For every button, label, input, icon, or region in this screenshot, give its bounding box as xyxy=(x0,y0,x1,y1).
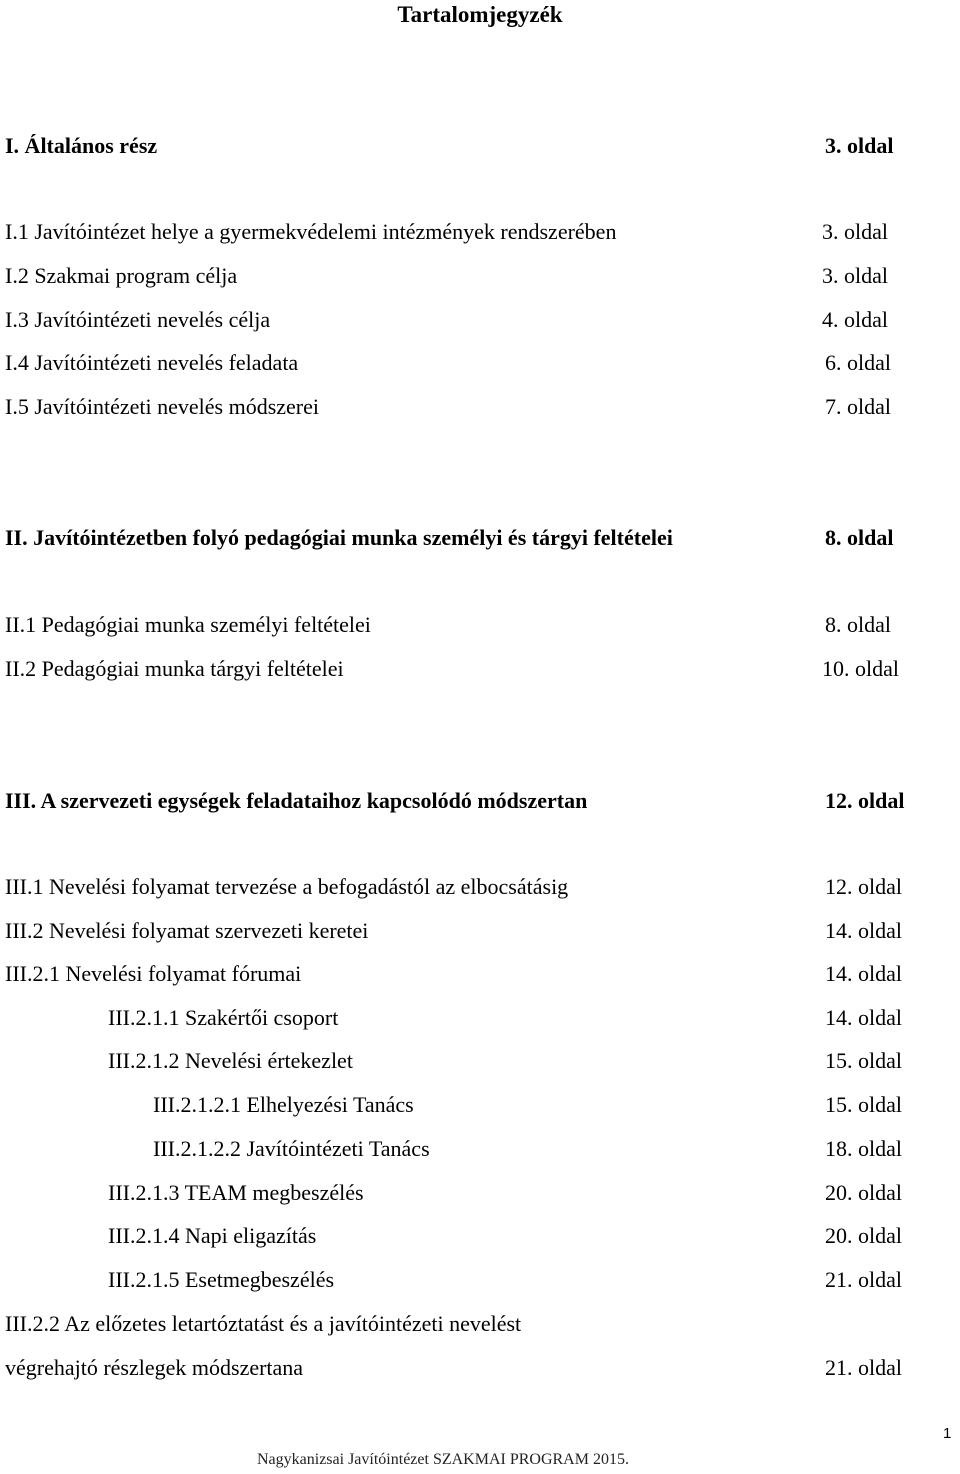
toc-entry-section-2[interactable] xyxy=(0,523,960,553)
toc-entry-2-2[interactable] xyxy=(0,654,960,684)
toc-entry-2-1[interactable] xyxy=(0,610,960,640)
toc-entry-label: I.4 Javítóintézeti nevelés feladata xyxy=(5,350,299,375)
toc-entry-1-4[interactable] xyxy=(0,348,960,378)
toc-entry-page: 4. oldal xyxy=(822,307,888,332)
toc-entry-label: I.1 Javítóintézet helye a gyermekvédelemi intézmények rendszerében xyxy=(5,219,617,244)
toc-entry-label: III.2.1.1 Szakértői csoport xyxy=(108,1005,339,1030)
toc-entry-page: 12. oldal xyxy=(825,874,902,899)
toc-entry-3-2-1-2-1[interactable] xyxy=(0,1090,960,1120)
toc-entry-label: III.2.1.2.2 Javítóintézeti Tanács xyxy=(153,1136,430,1161)
toc-entry-page: 14. oldal xyxy=(825,918,902,943)
toc-entry-3-2-1-4[interactable] xyxy=(0,1221,960,1251)
toc-entry-3-2-1-5[interactable] xyxy=(0,1265,960,1295)
toc-entry-3-2-2-continued[interactable] xyxy=(0,1353,960,1383)
page-title: Tartalomjegyzék xyxy=(397,2,563,27)
toc-entry-page: 14. oldal xyxy=(825,1005,902,1030)
toc-entry-page: 8. oldal xyxy=(825,612,891,637)
toc-entry-label: III.2.1.2.1 Elhelyezési Tanács xyxy=(153,1092,414,1117)
toc-entry-page: 3. oldal xyxy=(825,133,894,158)
toc-entry-label: II.2 Pedagógiai munka tárgyi feltételei xyxy=(5,656,344,681)
toc-entry-page: 15. oldal xyxy=(825,1048,902,1073)
toc-entry-label: I.2 Szakmai program célja xyxy=(5,263,238,288)
toc-entry-label: II. Javítóintézetben folyó pedagógiai munka személyi és tárgyi feltételei xyxy=(5,525,673,550)
toc-entry-3-1[interactable] xyxy=(0,872,960,902)
toc-entry-1-1[interactable] xyxy=(0,217,960,247)
toc-entry-1-5[interactable] xyxy=(0,392,960,422)
toc-entry-label: III.2 Nevelési folyamat szervezeti keretei xyxy=(5,918,369,943)
toc-entry-section-3[interactable] xyxy=(0,786,960,816)
toc-entry-page: 10. oldal xyxy=(822,656,899,681)
toc-entry-1-3[interactable] xyxy=(0,305,960,335)
toc-entry-page: 3. oldal xyxy=(822,219,888,244)
toc-entry-page: 8. oldal xyxy=(825,525,894,550)
toc-entry-label: III.1 Nevelési folyamat tervezése a befogadástól az elbocsátásig xyxy=(5,874,569,899)
toc-entry-3-2-1[interactable] xyxy=(0,959,960,989)
toc-entry-section-1[interactable] xyxy=(0,131,960,161)
toc-entry-page: 7. oldal xyxy=(825,394,891,419)
toc-entry-3-2[interactable] xyxy=(0,916,960,946)
toc-entry-label: III. A szervezeti egységek feladataihoz kapcsolódó módszertan xyxy=(5,788,588,813)
toc-entry-label-line1: III.2.2 Az előzetes letartóztatást és a javítóintézeti nevelést xyxy=(5,1311,522,1336)
toc-entry-label: III.2.1.3 TEAM megbeszélés xyxy=(108,1180,364,1205)
toc-entry-page: 20. oldal xyxy=(825,1223,902,1248)
toc-entry-3-2-2[interactable] xyxy=(0,1309,960,1339)
toc-entry-label: III.2.1 Nevelési folyamat fórumai xyxy=(5,961,302,986)
toc-entry-3-2-1-2-2[interactable] xyxy=(0,1134,960,1164)
toc-entry-label: III.2.1.5 Esetmegbeszélés xyxy=(108,1267,335,1292)
toc-entry-page: 14. oldal xyxy=(825,961,902,986)
toc-entry-label-line2: végrehajtó részlegek módszertana xyxy=(5,1355,304,1380)
toc-entry-3-2-1-3[interactable] xyxy=(0,1178,960,1208)
toc-entry-label: III.2.1.2 Nevelési értekezlet xyxy=(108,1048,353,1073)
toc-entry-page: 18. oldal xyxy=(825,1136,902,1161)
toc-entry-3-2-1-2[interactable] xyxy=(0,1046,960,1076)
toc-entry-label: I. Általános rész xyxy=(5,133,158,158)
toc-entry-1-2[interactable] xyxy=(0,261,960,291)
toc-entry-page: 15. oldal xyxy=(825,1092,902,1117)
toc-entry-label: III.2.1.4 Napi eligazítás xyxy=(108,1223,317,1248)
toc-entry-label: I.3 Javítóintézeti nevelés célja xyxy=(5,307,271,332)
page-number: 1 xyxy=(943,1425,952,1442)
footer-text: Nagykanizsai Javítóintézet SZAKMAI PROGRAM 2015. xyxy=(257,1451,629,1468)
toc-entry-page: 6. oldal xyxy=(825,350,891,375)
toc-entry-page: 12. oldal xyxy=(825,788,905,813)
toc-entry-page: 20. oldal xyxy=(825,1180,902,1205)
toc-entry-3-2-1-1[interactable] xyxy=(0,1003,960,1033)
toc-entry-page: 21. oldal xyxy=(825,1355,902,1380)
toc-entry-label: II.1 Pedagógiai munka személyi feltételei xyxy=(5,612,371,637)
toc-entry-page: 21. oldal xyxy=(825,1267,902,1292)
toc-entry-page: 3. oldal xyxy=(822,263,888,288)
toc-entry-label: I.5 Javítóintézeti nevelés módszerei xyxy=(5,394,319,419)
